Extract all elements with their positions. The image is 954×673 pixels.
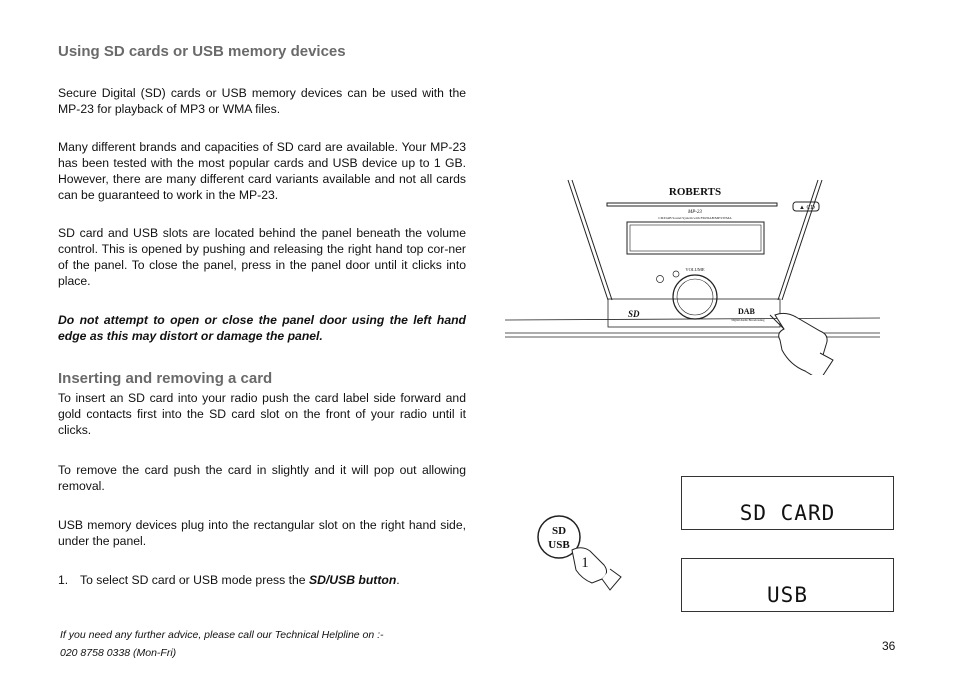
lcd-display-usb (681, 558, 894, 612)
radio-front-illustration (500, 175, 890, 375)
step-1 (58, 572, 400, 588)
step-number: 1. (58, 573, 69, 587)
button-label-usb: USB (548, 539, 570, 551)
lcd-display-sd-card (681, 476, 894, 530)
button-label-sd: SD (551, 525, 567, 537)
volume-knob (673, 275, 717, 319)
dab-subtitle: Digital Audio Broadcasting (731, 318, 765, 322)
lcd-text: SD CARD (739, 501, 836, 525)
eject-icon: ▲ CD (799, 205, 815, 211)
brand-logo: ROBERTS (668, 186, 722, 198)
power-icon (673, 271, 679, 277)
section-heading-insert-remove: Inserting and removing a card (58, 370, 273, 387)
volume-label: VOLUME (685, 267, 705, 272)
sd-logo: SD (628, 309, 640, 319)
hand-press-icon (572, 548, 607, 583)
lcd-text: USB (767, 583, 808, 607)
step-text-end: . (396, 573, 400, 587)
step-text: To select SD card or USB mode press the (80, 573, 309, 587)
section-heading-sd-usb: Using SD cards or USB memory devices (58, 43, 346, 60)
paragraph-card-brands: Many different brands and capacities of SD card are available. Your MP-23 has been tested with the most popular cards and USB device up to 1 GB. However, there are many different card variants available and not all cards can be guaranteed to work in the MP-23. (58, 140, 466, 202)
paragraph-slot-location: SD card and USB slots are located behind the panel beneath the volume control. This is opened by pushing and releasing the right hand top cor-ner of the panel. To close the panel, press in the panel door until it clicks into place. (58, 226, 466, 288)
step-button-name: SD/USB button (308, 573, 397, 587)
footer-helpline: If you need any further advice, please call our Technical Helpline on :- (60, 629, 384, 641)
footer-phone: 020 8758 0338 (Mon-Fri) (60, 647, 177, 659)
sd-usb-button-illustration (530, 515, 630, 595)
paragraph-intro: Secure Digital (SD) cards or USB memory devices can be used with the MP-23 for playback of MP3 or WMA files. (58, 86, 466, 116)
paragraph-usb-slot: USB memory devices plug into the rectangular slot on the right hand side, under the panel. (58, 518, 466, 548)
dab-logo: DAB (738, 307, 755, 316)
step-marker: 1 (581, 555, 589, 571)
paragraph-insert-card: To insert an SD card into your radio push the card label side forward and gold contacts first into the SD card slot on the front of your radio until it clicks. (58, 391, 466, 437)
paragraph-remove-card: To remove the card push the card in slightly and it will pop out allowing removal. (58, 463, 466, 493)
page-number: 36 (882, 639, 896, 653)
warning-panel-door: Do not attempt to open or close the panel door using the left hand edge as this may distort or damage the panel. (58, 313, 466, 343)
model-tagline: CD/DAB Sound System with FM/DAB/MP3/WMA (658, 216, 732, 220)
model-label: MP-23 (688, 210, 702, 215)
